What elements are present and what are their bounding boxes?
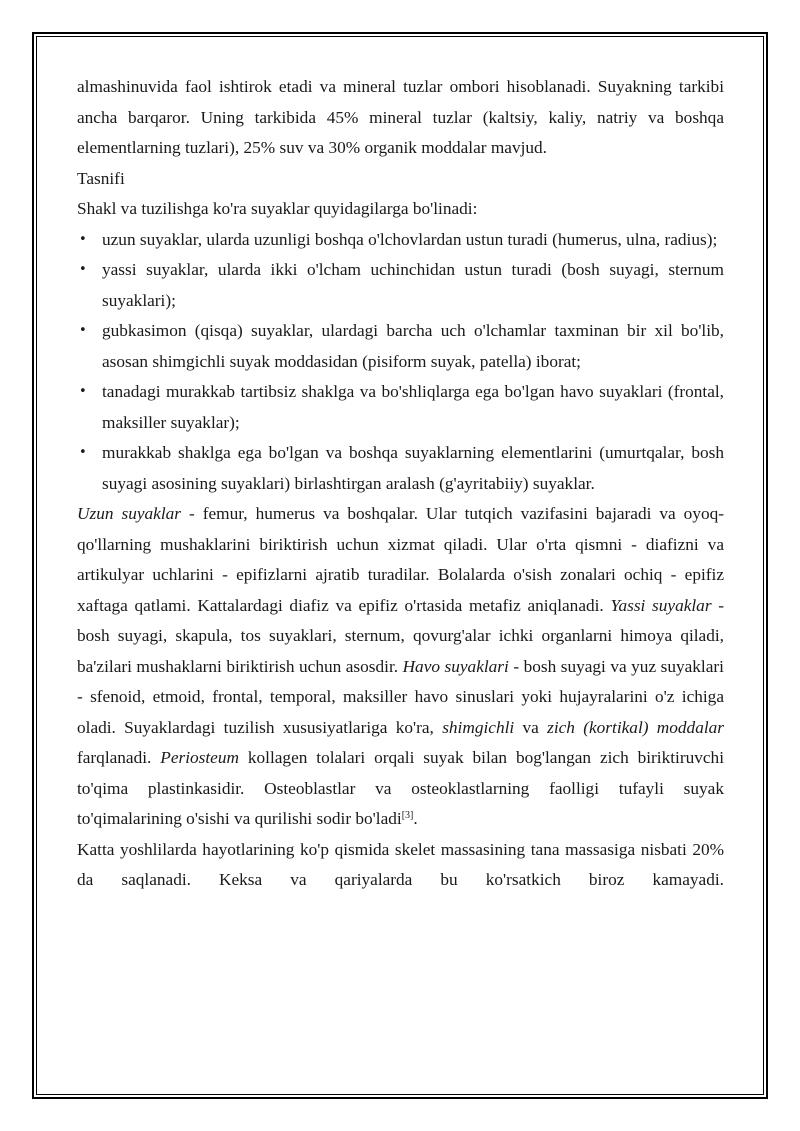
classification-lead: Shakl va tuzilishga ko'ra suyaklar quyidagilarga bo'linadi: — [77, 199, 478, 218]
list-item: • uzun suyaklar, ularda uzunligi boshqa o'lchovlardan ustun turadi (humerus, ulna, radius); — [77, 225, 724, 256]
list-item: • tanadagi murakkab tartibsiz shaklga va bo'shliqlarga ega bo'lgan havo suyaklari (frontal, maksiller suyaklar); — [77, 377, 724, 438]
section-heading: Tasnifi — [77, 168, 125, 188]
skeleton-mass-paragraph: Katta yoshlilarda hayotlarining ko'p qismida skelet massasining tana massasiga nisbati 20% da saqlanadi. Keksa va qariyalarda bu ko'rsatkich biroz kamayadi. — [77, 839, 724, 889]
term-periosteum: Periosteum — [160, 748, 239, 767]
term-long-bones: Uzun suyaklar — [77, 504, 181, 523]
term-flat-bones: Yassi suyaklar — [610, 595, 712, 615]
bone-types-paragraph: Uzun suyaklar - femur, humerus va boshqalar. Ular tutqich vazifasini bajaradi va oyoq-qo'llarning mushaklarini biriktirish uchun xizmat qiladi. Ular o'rta qismni - diafizni va artikulyar uchlarini - epifizlarni ajratib turadilar. Bolalarda o'sish zonalari ochiq - epifiz xaftaga qatlami. Kattalardagi diafiz va epifiz o'rtasida metafiz aniqlanadi. Yassi suyaklar - bosh suyagi, skapula, tos suyaklari, sternum, qovurg'alar ichki organlarni himoya qiladi, ba'zilari mushaklarni biriktirish uchun asosdir. Havo suyaklari - bosh suyagi va yuz suyaklari - sfenoid, etmoid, frontal, temporal, maksiller havo sinuslari yoki hujayralarini o'z ichiga oladi. Suyaklardagi tuzilish xususiyatlariga ko'ra, shimgichli va zich (kortikal) moddalar farqlanadi. Periosteum kollagen tolalari orqali suyak bilan bog'langan zich biriktiruvchi to'qima plastinkasidir. Osteoblastlar va osteoklastlarning faolligi tufayli suyak to'qimalarining o'sishi va qurilishi sodir bo'ladi[3]. — [77, 504, 725, 828]
list-item: • yassi suyaklar, ularda ikki o'lcham uchinchidan ustun turadi (bosh suyagi, sternum suyaklari); — [77, 255, 724, 316]
list-item: • murakkab shaklga ega bo'lgan va boshqa suyaklarning elementlarini (umurtqalar, bosh suyagi asosining suyaklari) birlashtirgan aralash (g'ayritabiiy) suyaklar. — [77, 438, 724, 499]
term-spongy: shimgichli — [442, 717, 515, 737]
list-item: • gubkasimon (qisqa) suyaklar, ulardagi barcha uch o'lchamlar taxminan bir xil bo'lib, asosan shimgichli suyak moddasidan (pisiform suyak, patella) iborat; — [77, 316, 724, 377]
document-body — [77, 72, 724, 896]
term-air-bones: Havo suyaklari — [402, 656, 509, 676]
term-compact: zich (kortikal) moddalar — [547, 717, 725, 737]
classification-list — [77, 225, 724, 500]
reference-link[interactable]: [3] — [401, 810, 414, 821]
intro-paragraph: almashinuvida faol ishtirok etadi va mineral tuzlar ombori hisoblanadi. Suyakning tarkibi ancha barqaror. Uning tarkibida 45% mineral tuzlar (kaltsiy, kaliy, natriy va boshqa elementlarning tuzlari), 25% suv va 30% organik moddalar mavjud. — [77, 77, 724, 157]
